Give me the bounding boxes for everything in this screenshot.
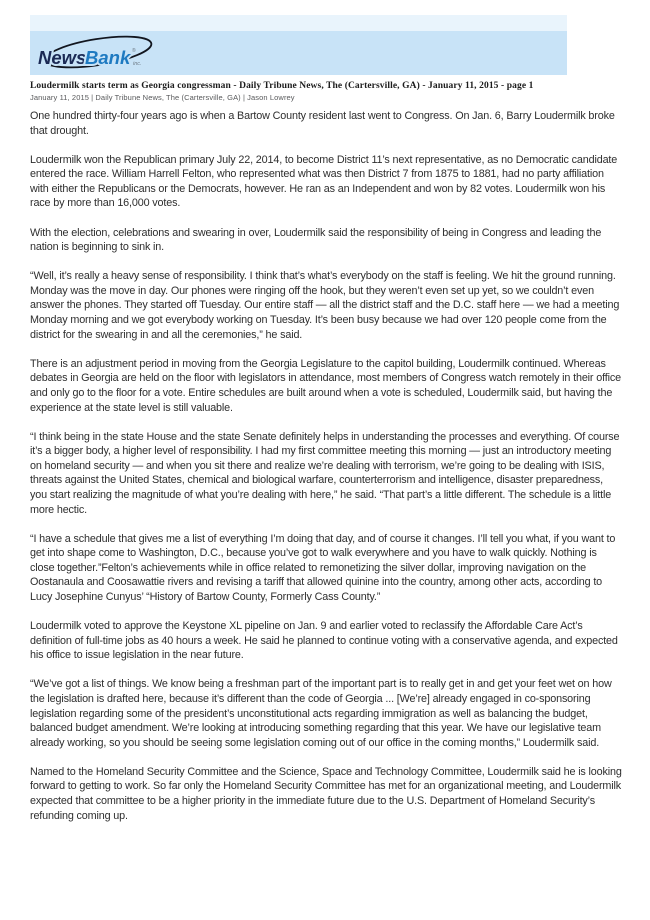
article-paragraph: With the election, celebrations and swearing in over, Loudermilk said the responsibility of being in Congress and leading the nation is beginning to sink in. [30, 226, 602, 254]
article-paragraph: “I have a schedule that gives me a list of everything I’m doing that day, and of course it changes. I’ll tell you what, if you want to get into shape come to Washington, D.C., because you’ve got to walk everywhere and you have to walk quickly. Nothing is close together.”Felton’s achievements while in office related to remonetizing the silver dollar, improving navigation on the Oostanaula and Coosawattie rivers and revising a tariff that allowed quinine into the country, among other acts, according to Lucy Josephine Cunyus’ “History of Bartow County, Formerly Cass County.” [30, 532, 616, 604]
article-paragraph: Loudermilk won the Republican primary July 22, 2014, to become District 11’s next representative, as no Democratic candidate entered the race. William Harrell Felton, who represented what was then District 7 from 1875 to 1881, had no party affiliation with either the Republicans or the Democrats, however. He ran as an Independent and won by 82 votes. Loudermilk won his race by more than 16,000 votes. [30, 153, 618, 210]
article-paragraph: Loudermilk voted to approve the Keystone XL pipeline on Jan. 9 and earlier voted to reclassify the Affordable Care Act’s definition of full-time jobs as 40 hours a week. He said he planned to continue voting with a conservative agenda, and expected his office to issue legislation in the near future. [30, 620, 618, 662]
article-paragraph: “I think being in the state House and the state Senate definitely helps in understanding the processes and everything. Of course it’s a bigger body, a higher level of responsibility. I had my first committee meeting this morning — just an introductory meeting on homeland security — and when you sit there and realize we’re dealing with terrorism, we’re going to be dealing with ISIS, threats against the United States, chemical and biological warfare, counterterrorism and intelligence, disaster preparedness, you start realizing the magnitude of what you’re dealing with here,” he said. “That part’s a little different. The schedule is a little more hectic. [30, 430, 620, 516]
logo-registered-icon: ® [132, 48, 136, 54]
header-band-highlight [30, 15, 567, 31]
article-paragraph: Named to the Homeland Security Committee and the Science, Space and Technology Committee, Loudermilk said he is looking forward to getting to work. So far only the Homeland Security Committee has met for an organizational meeting, and Loudermilk expected that committee to be a higher priority in the immediate future due to the U.S. Department of Homeland Security’s refunding coming up. [30, 765, 622, 822]
article-paragraph: “We’ve got a list of things. We know being a freshman part of the important part is to really get in and get your feet wet on how the legislation is drafted here, because it’s different than the code of Georgia ... [We’re] already engaged in co-sponsoring legislation regarding some of the president’s unconstitutional acts regarding immigration as well as balancing the budget, balanced budget amendment. We’re looking at introducing something regarding that this year. We have our legislative team already working, so you should be seeing some legislation coming out of our office in the coming months,” Loudermilk said. [30, 678, 612, 749]
logo-text-inc: inc. [133, 61, 142, 67]
newsbank-header-band [30, 15, 567, 75]
article-byline: January 11, 2015 | Daily Tribune News, The (Cartersville, GA) | Jason Lowrey [30, 93, 295, 102]
logo-text-bank: Bank [85, 47, 131, 68]
article-paragraph: One hundred thirty-four years ago is when a Bartow County resident last went to Congress. On Jan. 6, Barry Loudermilk broke that drought. [30, 110, 615, 137]
article-body [30, 109, 622, 838]
article-paragraph: “Well, it’s really a heavy sense of responsibility. I think that’s what’s everybody on the staff is feeling. We hit the ground running. Monday was the move in day. Our phones were ringing off the hook, but they weren’t even set up yet, so we couldn’t even answer the phones. They started off Tuesday. Our entire staff — all the district staff and the D.C. staff here — we had a meeting Monday morning and we got everybody working on Tuesday. It’s been busy because we had over 120 people come from the district for the swearing in and all the ceremonies,” he said. [30, 270, 620, 341]
article-paragraph: There is an adjustment period in moving from the Georgia Legislature to the capitol building, Loudermilk continued. Whereas debates in Georgia are held on the floor with legislators in attendance, most members of Congress watch remotely in their office and only go to the floor for a vote. Entire schedules are built around when a vote is scheduled, Loudermilk said, but having the experience at the state level is still valuable. [30, 357, 621, 414]
logo-text-news: News [38, 47, 87, 68]
article-title: Loudermilk starts term as Georgia congressman - Daily Tribune News, The (Cartersville, GA) - January 11, 2015 - page 1 [30, 81, 534, 91]
newsbank-logo [36, 35, 176, 77]
